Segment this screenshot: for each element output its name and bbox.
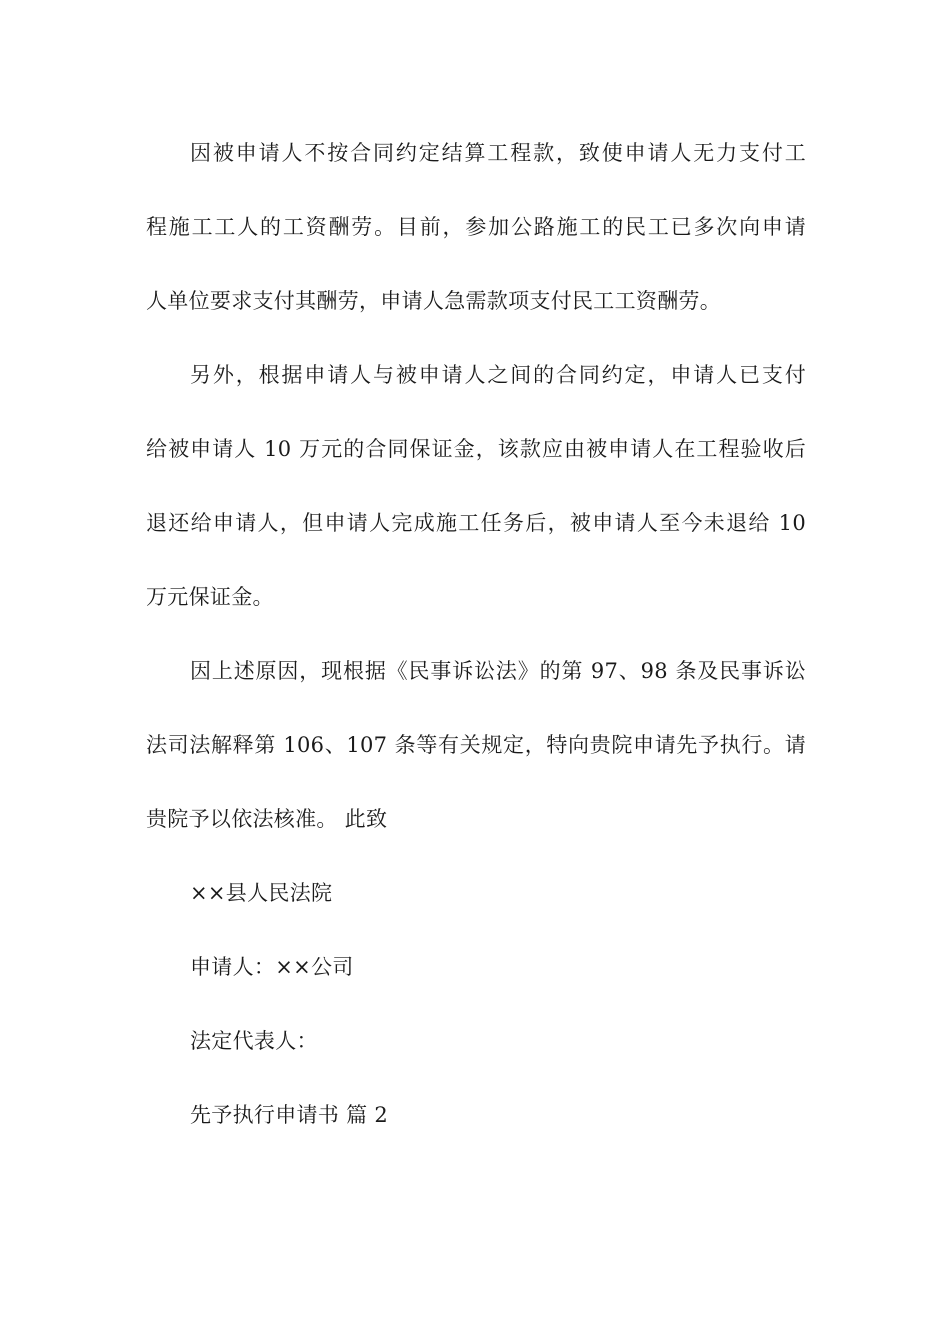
paragraph-line: 程施工工人的工资酬劳。目前，参加公路施工的民工已多次向申请	[146, 215, 806, 239]
paragraph-line: 另外，根据申请人与被申请人之间的合同约定，申请人已支付	[190, 363, 806, 387]
paragraph-line: 万元保证金。	[146, 585, 274, 609]
paragraph-wage-dispute	[146, 116, 806, 338]
paragraph-line: 法司法解释第 106、107 条等有关规定，特向贵院申请先予执行。请	[146, 733, 806, 757]
paragraph-line: 退还给申请人，但申请人完成施工任务后，被申请人至今未退给 10	[146, 511, 806, 535]
closing-block	[146, 856, 806, 1152]
paragraph-line: 因上述原因，现根据《民事诉讼法》的第 97、98 条及民事诉讼	[190, 659, 806, 683]
paragraph-line: 给被申请人 10 万元的合同保证金，该款应由被申请人在工程验收后	[146, 437, 806, 461]
legal-representative-line: 法定代表人：	[190, 1029, 318, 1053]
paragraph-legal-basis	[146, 634, 806, 856]
paragraph-line: 人单位要求支付其酬劳，申请人急需款项支付民工工资酬劳。	[146, 289, 722, 313]
applicant-line: 申请人：××公司	[190, 955, 354, 979]
next-section-title: 先予执行申请书 篇 2	[190, 1103, 389, 1127]
paragraph-line: 贵院予以依法核准。 此致	[146, 807, 388, 831]
court-name: ××县人民法院	[190, 881, 333, 905]
paragraph-deposit	[146, 338, 806, 634]
paragraph-line: 因被申请人不按合同约定结算工程款，致使申请人无力支付工	[190, 141, 806, 165]
